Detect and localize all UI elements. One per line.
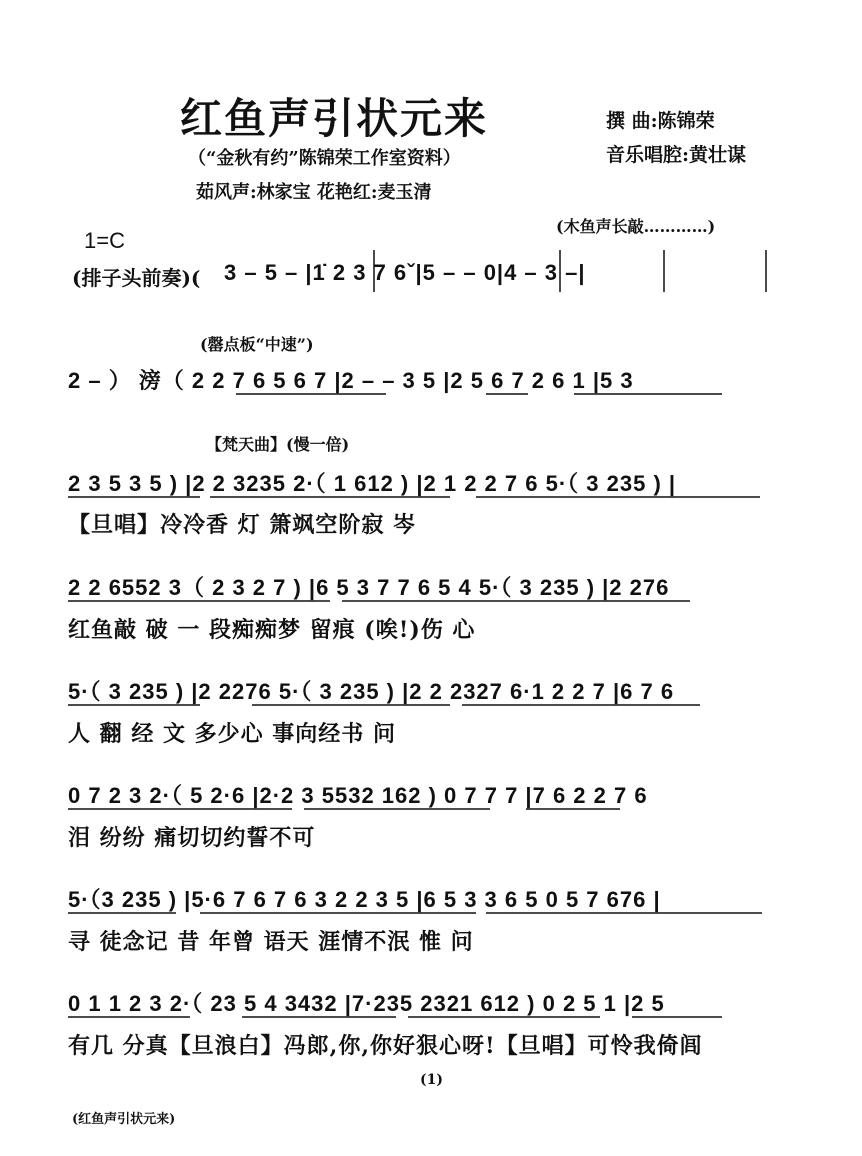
page-number: (1) [420, 1072, 443, 1088]
lyric-line: 【旦唱】冷冷香 灯 箫飒空阶寂 岑 [68, 512, 416, 538]
notation-row: 5·（3 235 ) |5·6 7 6 7 6 3 2 2 3 5 |6 5 3 3 6 5 0 5 7 676 | [68, 887, 661, 912]
lyric-line: 泪 纷纷 痛切切约誓不可 [68, 825, 316, 851]
notation-row: 5·（ 3 235 ) |2 2276 5·（ 3 235 ) |2 2 2327 6·1 2 2 7 |6 7 6 [68, 679, 675, 704]
notation-row: 2 3 5 3 5 ) |2 2 3235 2·（ 1 612 ) |2 1 2 2 7 6 5·（ 3 235 ) | [68, 471, 677, 496]
notation-row: 2 2 6552 3（ 2 3 2 7 ) |6 5 3 7 7 6 5 4 5·（ 3 235 ) |2 276 [68, 575, 670, 600]
annotation-tune: 【梵天曲】(慢一倍) [206, 435, 350, 454]
subtitle: （“金秋有约”陈锦荣工作室资料） [188, 148, 461, 169]
arranger-credit: 音乐唱腔:黄壮谋 [606, 144, 747, 166]
page-title: 红鱼声引状元来 [180, 94, 489, 143]
intro-label: (排子头前奏)( [72, 266, 201, 290]
notation-row: 2 – ） 滂（ 2 2 7 6 5 6 7 |2 – – 3 5 |2 5 6 7 2 6 1 |5 3 [68, 368, 634, 393]
annotation-tempo: (罄点板“中速”) [200, 335, 314, 354]
annotation-woodfish: (木鱼声长敲…………) [556, 217, 716, 236]
cast-list: 茹风声:林家宝 花艳红:麦玉清 [196, 182, 432, 203]
notation-row: 0 1 1 2 3 2·（ 23 5 4 3432 |7·235 2321 612 ) 0 2 5 1 |2 5 [68, 991, 665, 1016]
lyric-line: 寻 徒念记 昔 年曾 语天 涯情不泯 惟 问 [68, 929, 474, 955]
lyric-line: 红鱼敲 破 一 段痴痴梦 留痕 (唉!)伤 心 [68, 617, 476, 643]
lyric-line: 有几 分真【旦浪白】冯郎,你,你好狠心呀!【旦唱】可怜我倚闾 [68, 1033, 703, 1059]
composer-credit: 撰 曲:陈锦荣 [606, 110, 715, 132]
key-signature: 1=C [84, 228, 125, 253]
lyric-line: 人 翻 经 文 多少心 事向经书 问 [68, 721, 396, 747]
notation-row: 0 7 2 3 2·（ 5 2·6 |2·2 3 5532 162 ) 0 7 7 7 |7 6 2 2 7 6 [68, 783, 648, 808]
footer-title: (红鱼声引状元来) [72, 1112, 176, 1127]
intro-notes: 3 – 5 – |1̇ 2 3 7 6ˇ|5 – – 0|4 – 3 –| [224, 260, 586, 285]
